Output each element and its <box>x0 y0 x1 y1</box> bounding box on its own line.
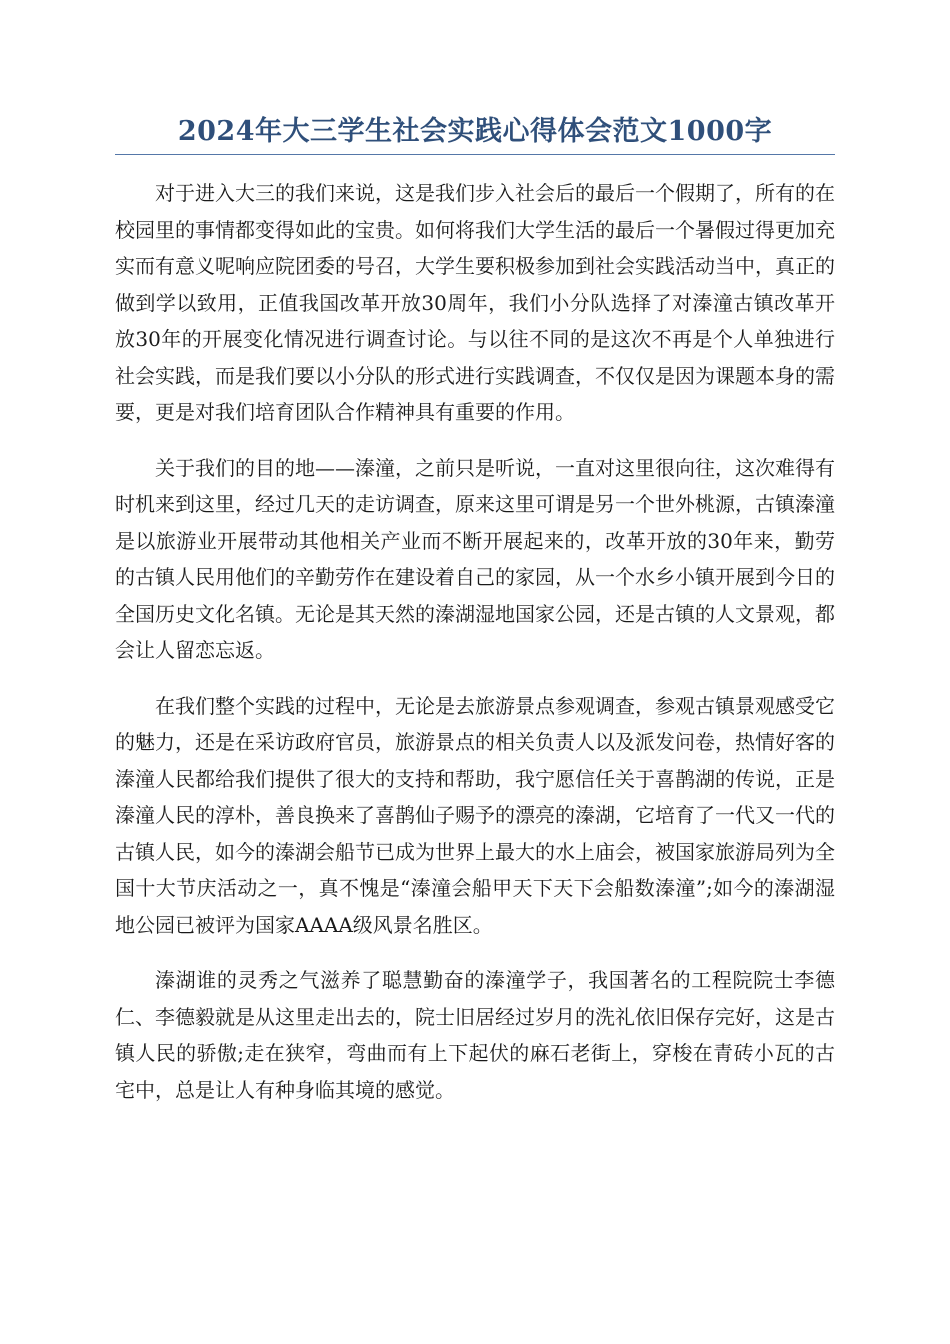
paragraph: 关于我们的目的地——溱潼，之前只是听说，一直对这里很向往，这次难得有时机来到这里，经过几天的走访调查，原来这里可谓是另一个世外桃源，古镇溱潼是以旅游业开展带动其他相关产业而不断开展起来的，改革开放的30年来，勤劳的古镇人民用他们的辛勤劳作在建设着自己的家园，从一个水乡小镇开展到今日的全国历史文化名镇。无论是其天然的溱湖湿地国家公园，还是古镇的人文景观，都会让人留恋忘返。 <box>115 455 835 662</box>
document-page <box>115 112 835 1127</box>
document-title: 2024年大三学生社会实践心得体会范文1000字 <box>115 112 835 155</box>
document-body <box>115 175 835 1108</box>
paragraph: 在我们整个实践的过程中，无论是去旅游景点参观调查，参观古镇景观感受它的魅力，还是在采访政府官员，旅游景点的相关负责人以及派发问卷，热情好客的溱潼人民都给我们提供了很大的支持和帮助，我宁愿信任关于喜鹊湖的传说，正是溱潼人民的淳朴，善良换来了喜鹊仙子赐予的漂亮的溱湖，它培育了一代又一代的古镇人民，如今的溱湖会船节已成为世界上最大的水上庙会，被国家旅游局列为全国十大节庆活动之一，真不愧是“溱潼会船甲天下天下会船数溱潼”;如今的溱湖湿地公园已被评为国家AAAA级风景名胜区。 <box>115 693 835 937</box>
paragraph: 对于进入大三的我们来说，这是我们步入社会后的最后一个假期了，所有的在校园里的事情都变得如此的宝贵。如何将我们大学生活的最后一个暑假过得更加充实而有意义呢响应院团委的号召，大学生要积极参加到社会实践活动当中，真正的做到学以致用，正值我国改革开放30周年，我们小分队选择了对溱潼古镇改革开放30年的开展变化情况进行调查讨论。与以往不同的是这次不再是个人单独进行社会实践，而是我们要以小分队的形式进行实践调查，不仅仅是因为课题本身的需要，更是对我们培育团队合作精神具有重要的作用。 <box>115 181 835 424</box>
paragraph: 溱湖谁的灵秀之气滋养了聪慧勤奋的溱潼学子，我国著名的工程院院士李德仁、李德毅就是从这里走出去的，院士旧居经过岁月的洗礼依旧保存完好，这是古镇人民的骄傲;走在狭窄，弯曲而有上下起伏的麻石老街上，穿梭在青砖小瓦的古宅中，总是让人有种身临其境的感觉。 <box>115 968 835 1102</box>
